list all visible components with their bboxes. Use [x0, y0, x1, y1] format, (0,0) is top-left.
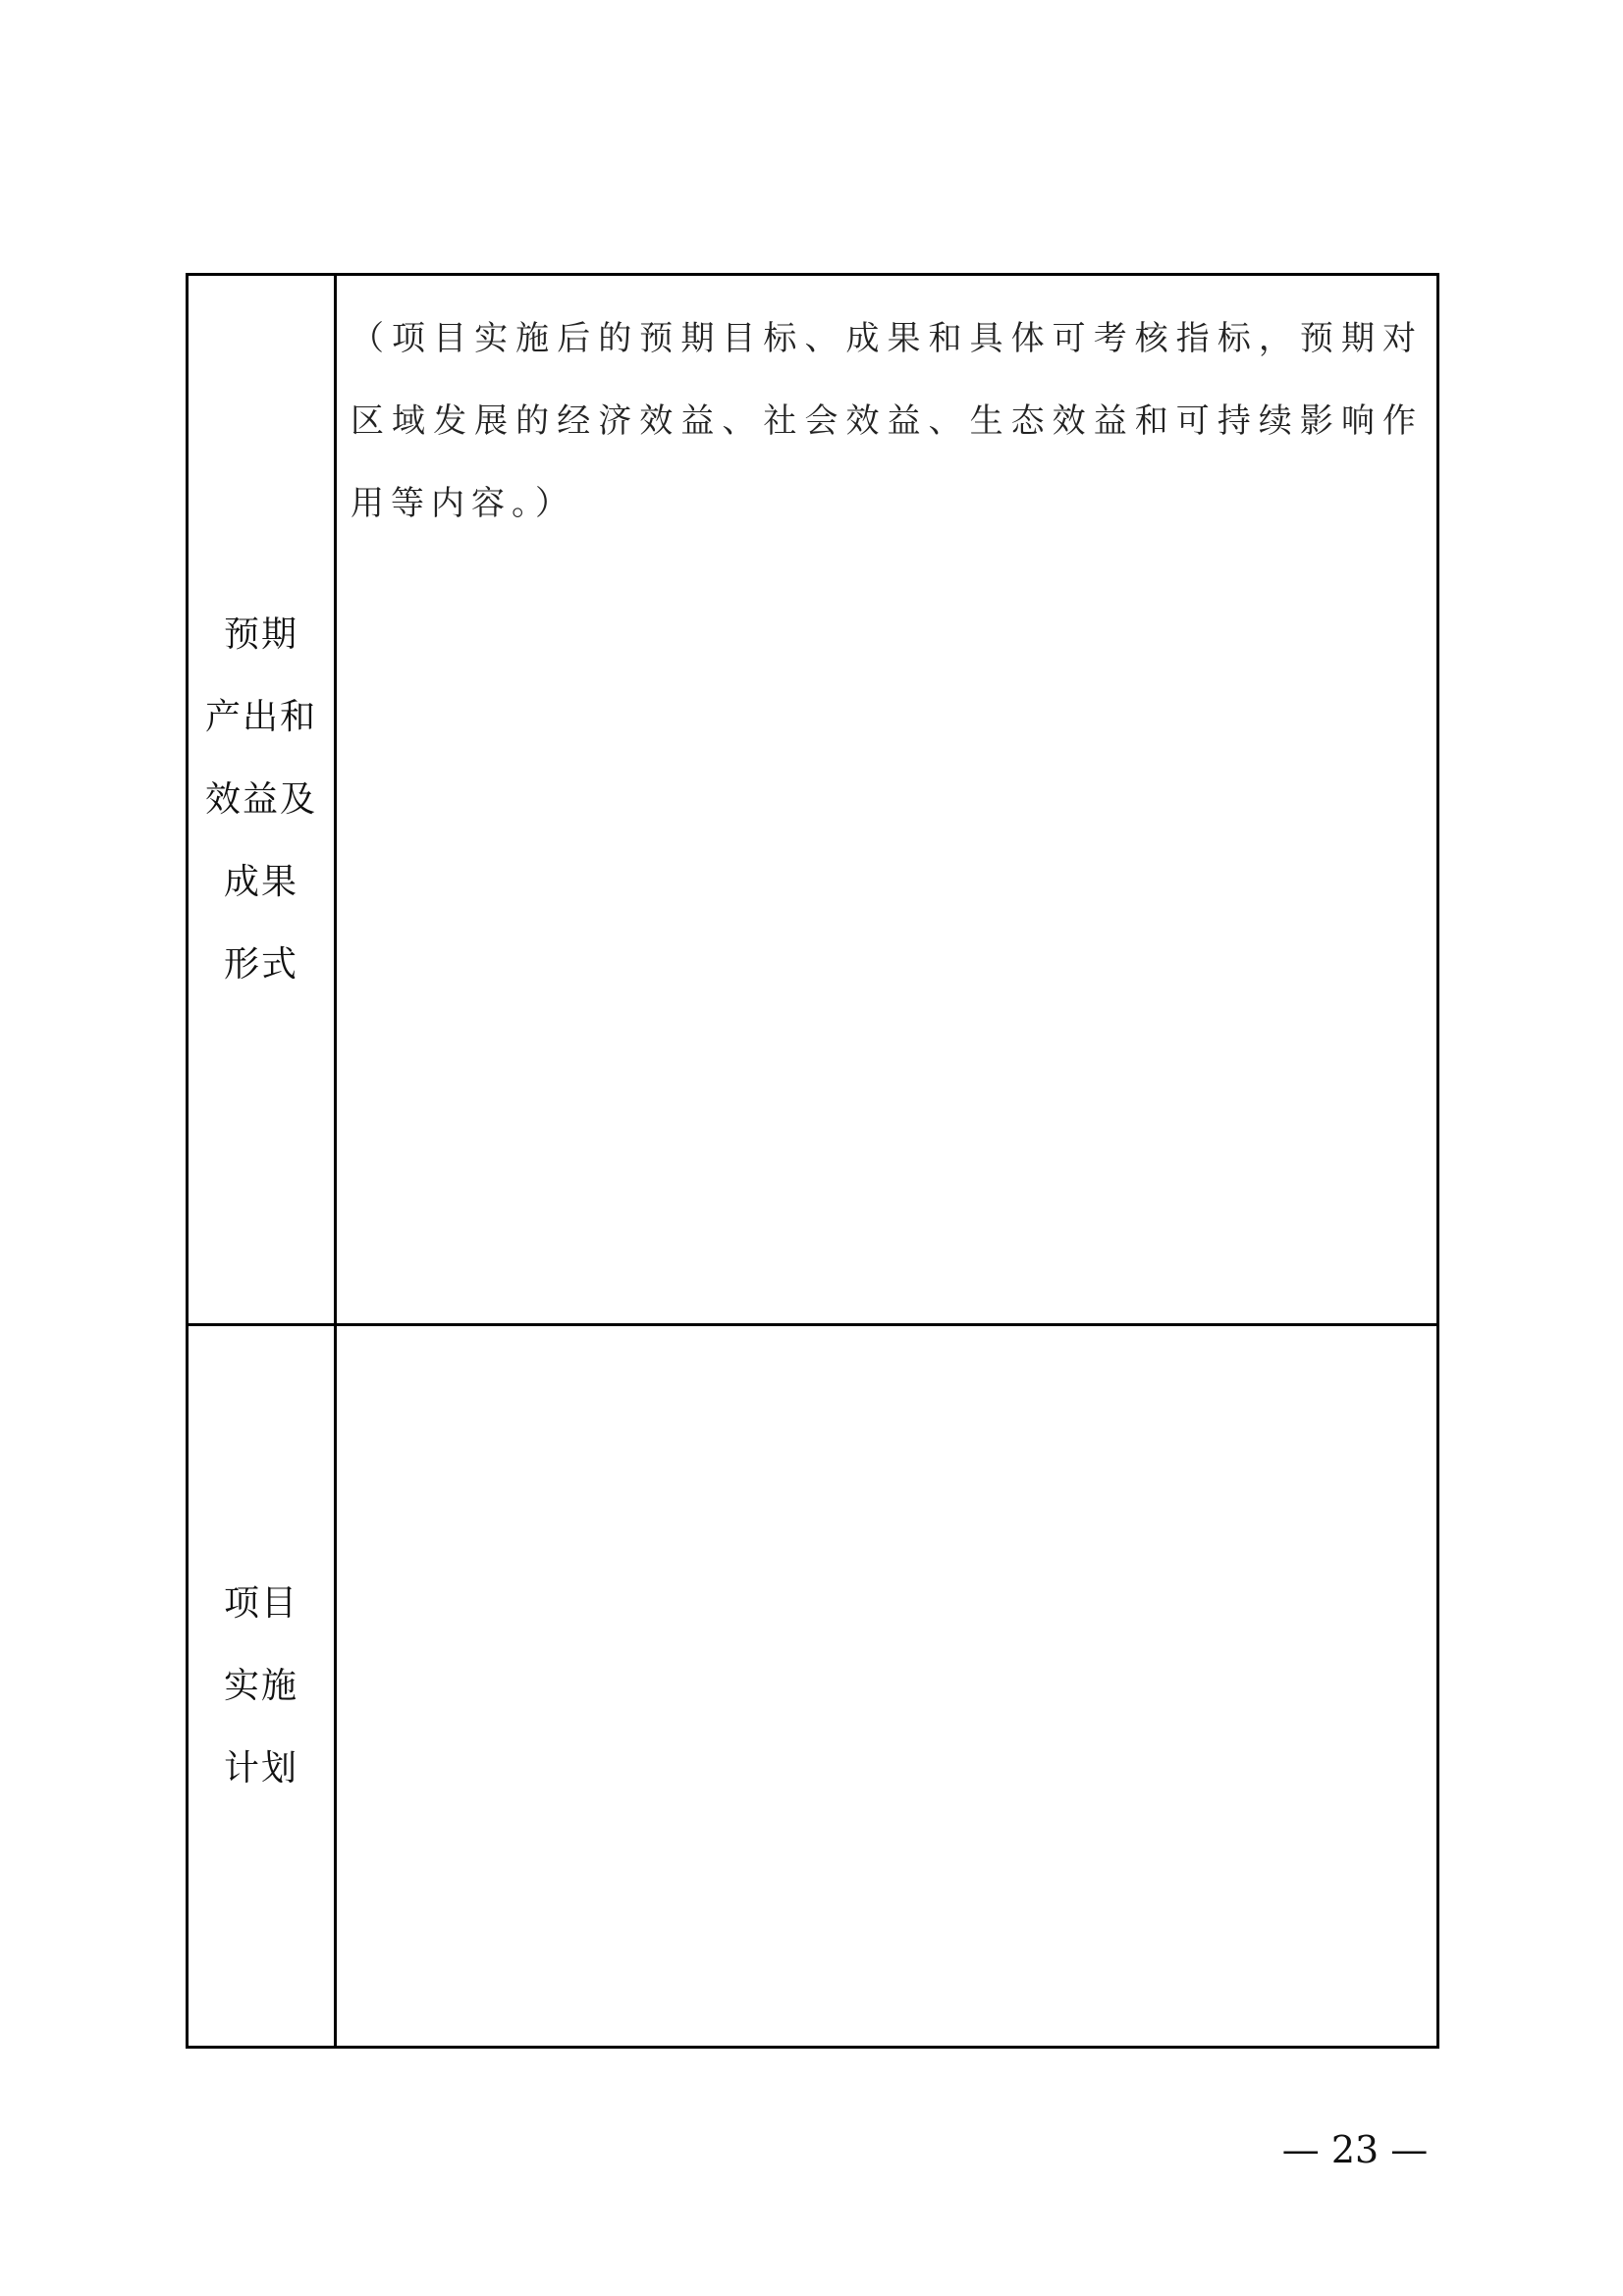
application-form-table — [186, 273, 1439, 2049]
row-label-cell — [188, 275, 336, 1325]
label-line: 产出和 — [204, 696, 317, 737]
label-line: 效益及 — [204, 778, 317, 820]
label-line: 预期 — [223, 614, 298, 655]
label-line: 实施 — [223, 1665, 298, 1706]
implementation-plan-field[interactable] — [336, 1325, 1438, 2048]
label-line: 计划 — [223, 1747, 298, 1789]
expected-outcomes-field[interactable] — [336, 275, 1438, 1325]
label-line: 成果 — [223, 861, 298, 902]
table-row-expected-outcomes — [188, 275, 1438, 1325]
table-row-implementation-plan — [188, 1325, 1438, 2048]
row-label-implementation-plan — [224, 1563, 298, 1810]
page-number: — 23 — — [1281, 2128, 1429, 2171]
expected-outcomes-instruction: （项目实施后的预期目标、成果和具体可考核指标，预期对区域发展的经济效益、社会效益、生态效益和可持续影响作用等内容。） — [351, 319, 1423, 523]
label-line: 项目 — [223, 1582, 298, 1624]
row-label-cell — [188, 1325, 336, 2048]
implementation-plan-content — [337, 1326, 1436, 1348]
label-line: 形式 — [223, 943, 298, 985]
row-label-expected-outcomes — [205, 594, 317, 1006]
